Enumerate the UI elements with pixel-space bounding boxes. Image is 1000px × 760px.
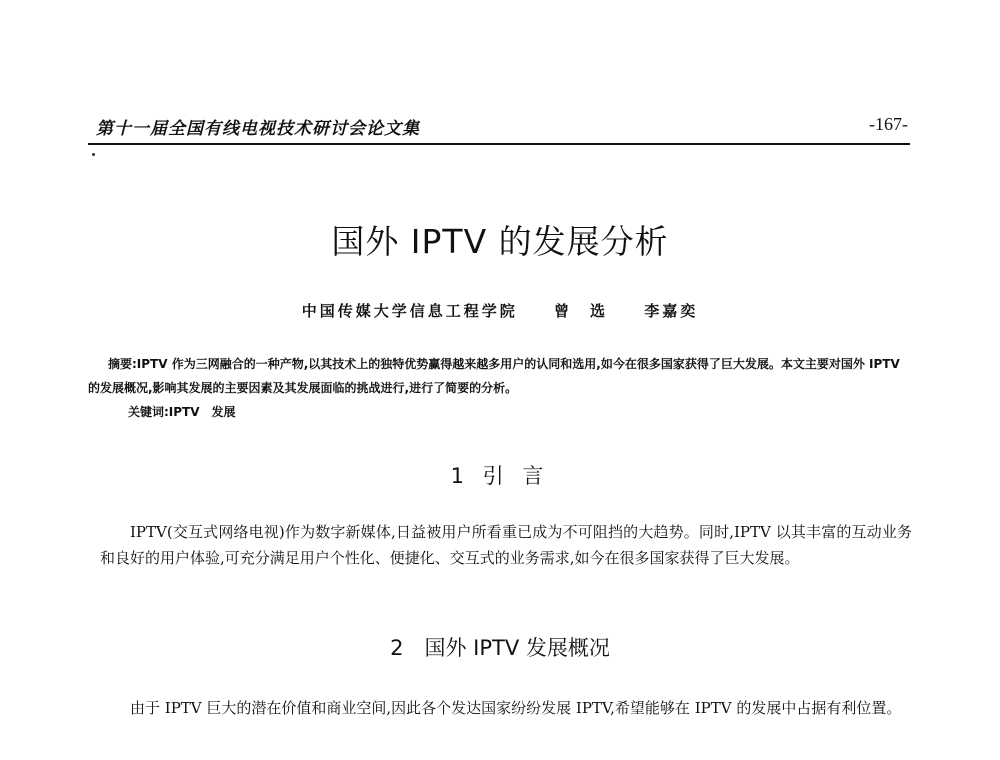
section-1-paragraph: IPTV(交互式网络电视)作为数字新媒体,日益被用户所看重已成为不可阻挡的大趋势。同时,IPTV 以其丰富的互动业务和良好的用户体验,可充分满足用户个性化、便捷化、交互式的业务需求,如今在很多国家获得了巨大发展。 bbox=[100, 523, 912, 567]
abstract-text: 摘要:IPTV 作为三网融合的一种产物,以其技术上的独特优势赢得越来越多用户的认同和选用,如今在很多国家获得了巨大发展。本文主要对国外 IPTV 的发展概况,影响其发展的主要因素及其发展面临的挑战进行,进行了简要的分析。 bbox=[88, 357, 900, 395]
page-number: -167- bbox=[869, 114, 908, 134]
section-heading-1: 1 引 言 bbox=[450, 464, 550, 488]
affiliation: 中国传媒大学信息工程学院 bbox=[301, 302, 518, 320]
journal-title: 第十一届全国有线电视技术研讨会论文集 bbox=[96, 119, 420, 139]
keywords: 关键词:IPTV 发展 bbox=[128, 405, 236, 419]
section-2-paragraph: 由于 IPTV 巨大的潜在价值和商业空间,因此各个发达国家纷纷发展 IPTV,希望能够在 IPTV 的发展中占据有利位置。 bbox=[130, 699, 902, 717]
section-heading-2: 2 国外 IPTV 发展概况 bbox=[390, 636, 610, 660]
byline bbox=[0, 300, 1000, 321]
paper-title: 国外 IPTV 的发展分析 bbox=[331, 222, 669, 261]
scan-speck bbox=[92, 153, 95, 156]
abstract-block bbox=[88, 352, 914, 424]
header-rule bbox=[88, 143, 910, 145]
running-header bbox=[88, 114, 908, 142]
author-2: 李嘉奕 bbox=[644, 302, 699, 320]
author-1: 曾 选 bbox=[553, 302, 608, 320]
